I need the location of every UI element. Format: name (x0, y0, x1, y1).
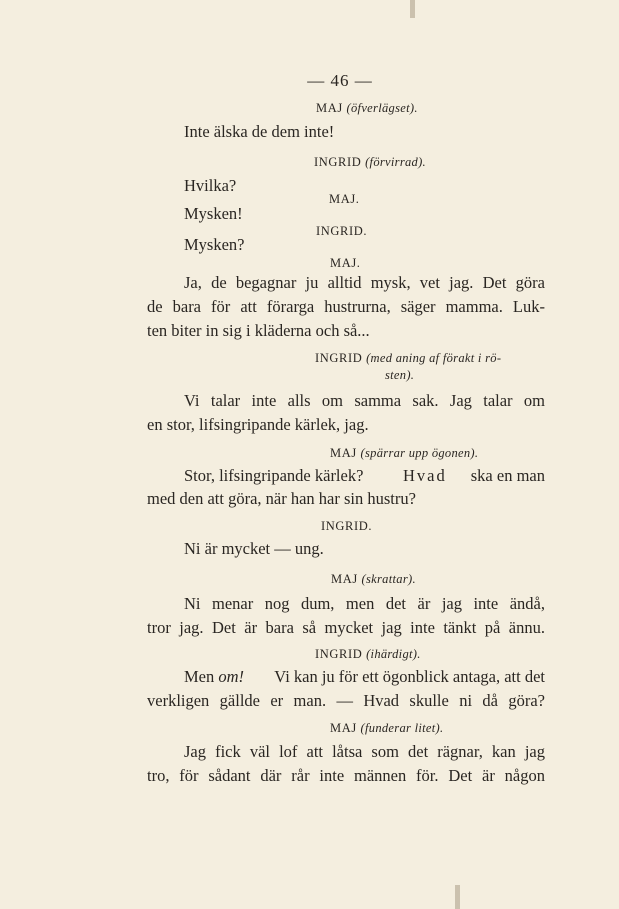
dialogue-line: med den att göra, när han har sin hustru? (147, 489, 416, 508)
dialogue-line: verkligen gällde er man. — Hvad skulle ni då göra? (147, 691, 545, 710)
speaker-name: INGRID (315, 351, 363, 365)
dialogue-line: Jag fick väl lof att låtsa som det rägnar, kan jag (184, 742, 545, 761)
speaker-cue (315, 647, 421, 662)
speaker-cue (315, 351, 501, 366)
speaker-cue (316, 101, 418, 116)
stage-direction: (spärrar upp ögonen). (360, 446, 479, 460)
dialogue-line: Mysken? (184, 235, 245, 254)
dialogue-line (403, 465, 447, 487)
dialogue-line: Ni är mycket — ung. (184, 539, 324, 558)
dialogue-line: Inte älska de dem inte! (184, 122, 335, 141)
speaker-cue (314, 155, 426, 170)
stage-direction: (ihärdigt). (366, 647, 421, 661)
dialogue-line (184, 465, 363, 487)
speaker-name: INGRID. (316, 224, 368, 238)
stage-direction: (förvirrad). (365, 155, 426, 169)
speaker-name: INGRID. (321, 519, 373, 533)
speaker-name: MAJ. (329, 192, 360, 206)
speaker-cue (330, 446, 478, 461)
dialogue-line: Ja, de begagnar ju alltid mysk, vet jag. Det göra (184, 273, 545, 292)
speaker-cue (316, 224, 367, 239)
dialogue-segment: Stor, lifsingripande kärlek? (184, 466, 364, 485)
stage-direction: (med aning af förakt i rö- (366, 351, 502, 365)
dialogue-line: en stor, lifsingripande kärlek, jag. (147, 415, 369, 434)
dialogue-segment: Men (184, 667, 215, 686)
speaker-cue (331, 572, 416, 587)
speaker-name: INGRID (314, 155, 362, 169)
emphasized-word: om! (218, 667, 245, 686)
stage-direction: (skrattar). (361, 572, 416, 586)
speaker-name: MAJ. (330, 256, 361, 270)
speaker-name: INGRID (315, 647, 363, 661)
dialogue-line (461, 465, 545, 487)
binding-mark-top (410, 0, 415, 18)
speaker-name: MAJ (331, 572, 358, 586)
dialogue-line: Vi talar inte alls om samma sak. Jag talar om (184, 391, 545, 410)
dialogue-line: Hvilka? (184, 176, 237, 195)
speaker-cue (330, 721, 443, 736)
stage-direction: sten). (385, 368, 415, 382)
dialogue-line: de bara för att förarga hustrurna, säger mamma. Luk- (147, 297, 545, 316)
speaker-cue-continued (385, 368, 414, 383)
speaker-name: MAJ (330, 721, 357, 735)
emphasized-word: Hvad (403, 466, 447, 485)
page-number: — 46 — (307, 71, 373, 90)
speaker-name: MAJ (316, 101, 343, 115)
dialogue-segment: Vi kan ju för ett ögonblick antaga, att det (274, 667, 545, 686)
binding-mark-bottom (455, 885, 460, 909)
dialogue-line (257, 666, 545, 688)
speaker-name: MAJ (330, 446, 357, 460)
dialogue-line: tro, för sådant där rår inte männen för. Det är någon (147, 766, 545, 785)
dialogue-line: Mysken! (184, 204, 243, 223)
dialogue-line: tror jag. Det är bara så mycket jag inte tänkt på ännu. (147, 618, 545, 637)
speaker-cue (329, 192, 360, 207)
speaker-cue (321, 519, 372, 534)
dialogue-line: Ni menar nog dum, men det är jag inte ändå, (184, 594, 545, 613)
stage-direction: (öfverlägset). (346, 101, 418, 115)
dialogue-segment: ska en man (470, 466, 545, 485)
stage-direction: (funderar litet). (360, 721, 444, 735)
speaker-cue (330, 256, 361, 271)
dialogue-line (184, 666, 244, 688)
dialogue-line: ten biter in sig i kläderna och så... (147, 321, 370, 340)
